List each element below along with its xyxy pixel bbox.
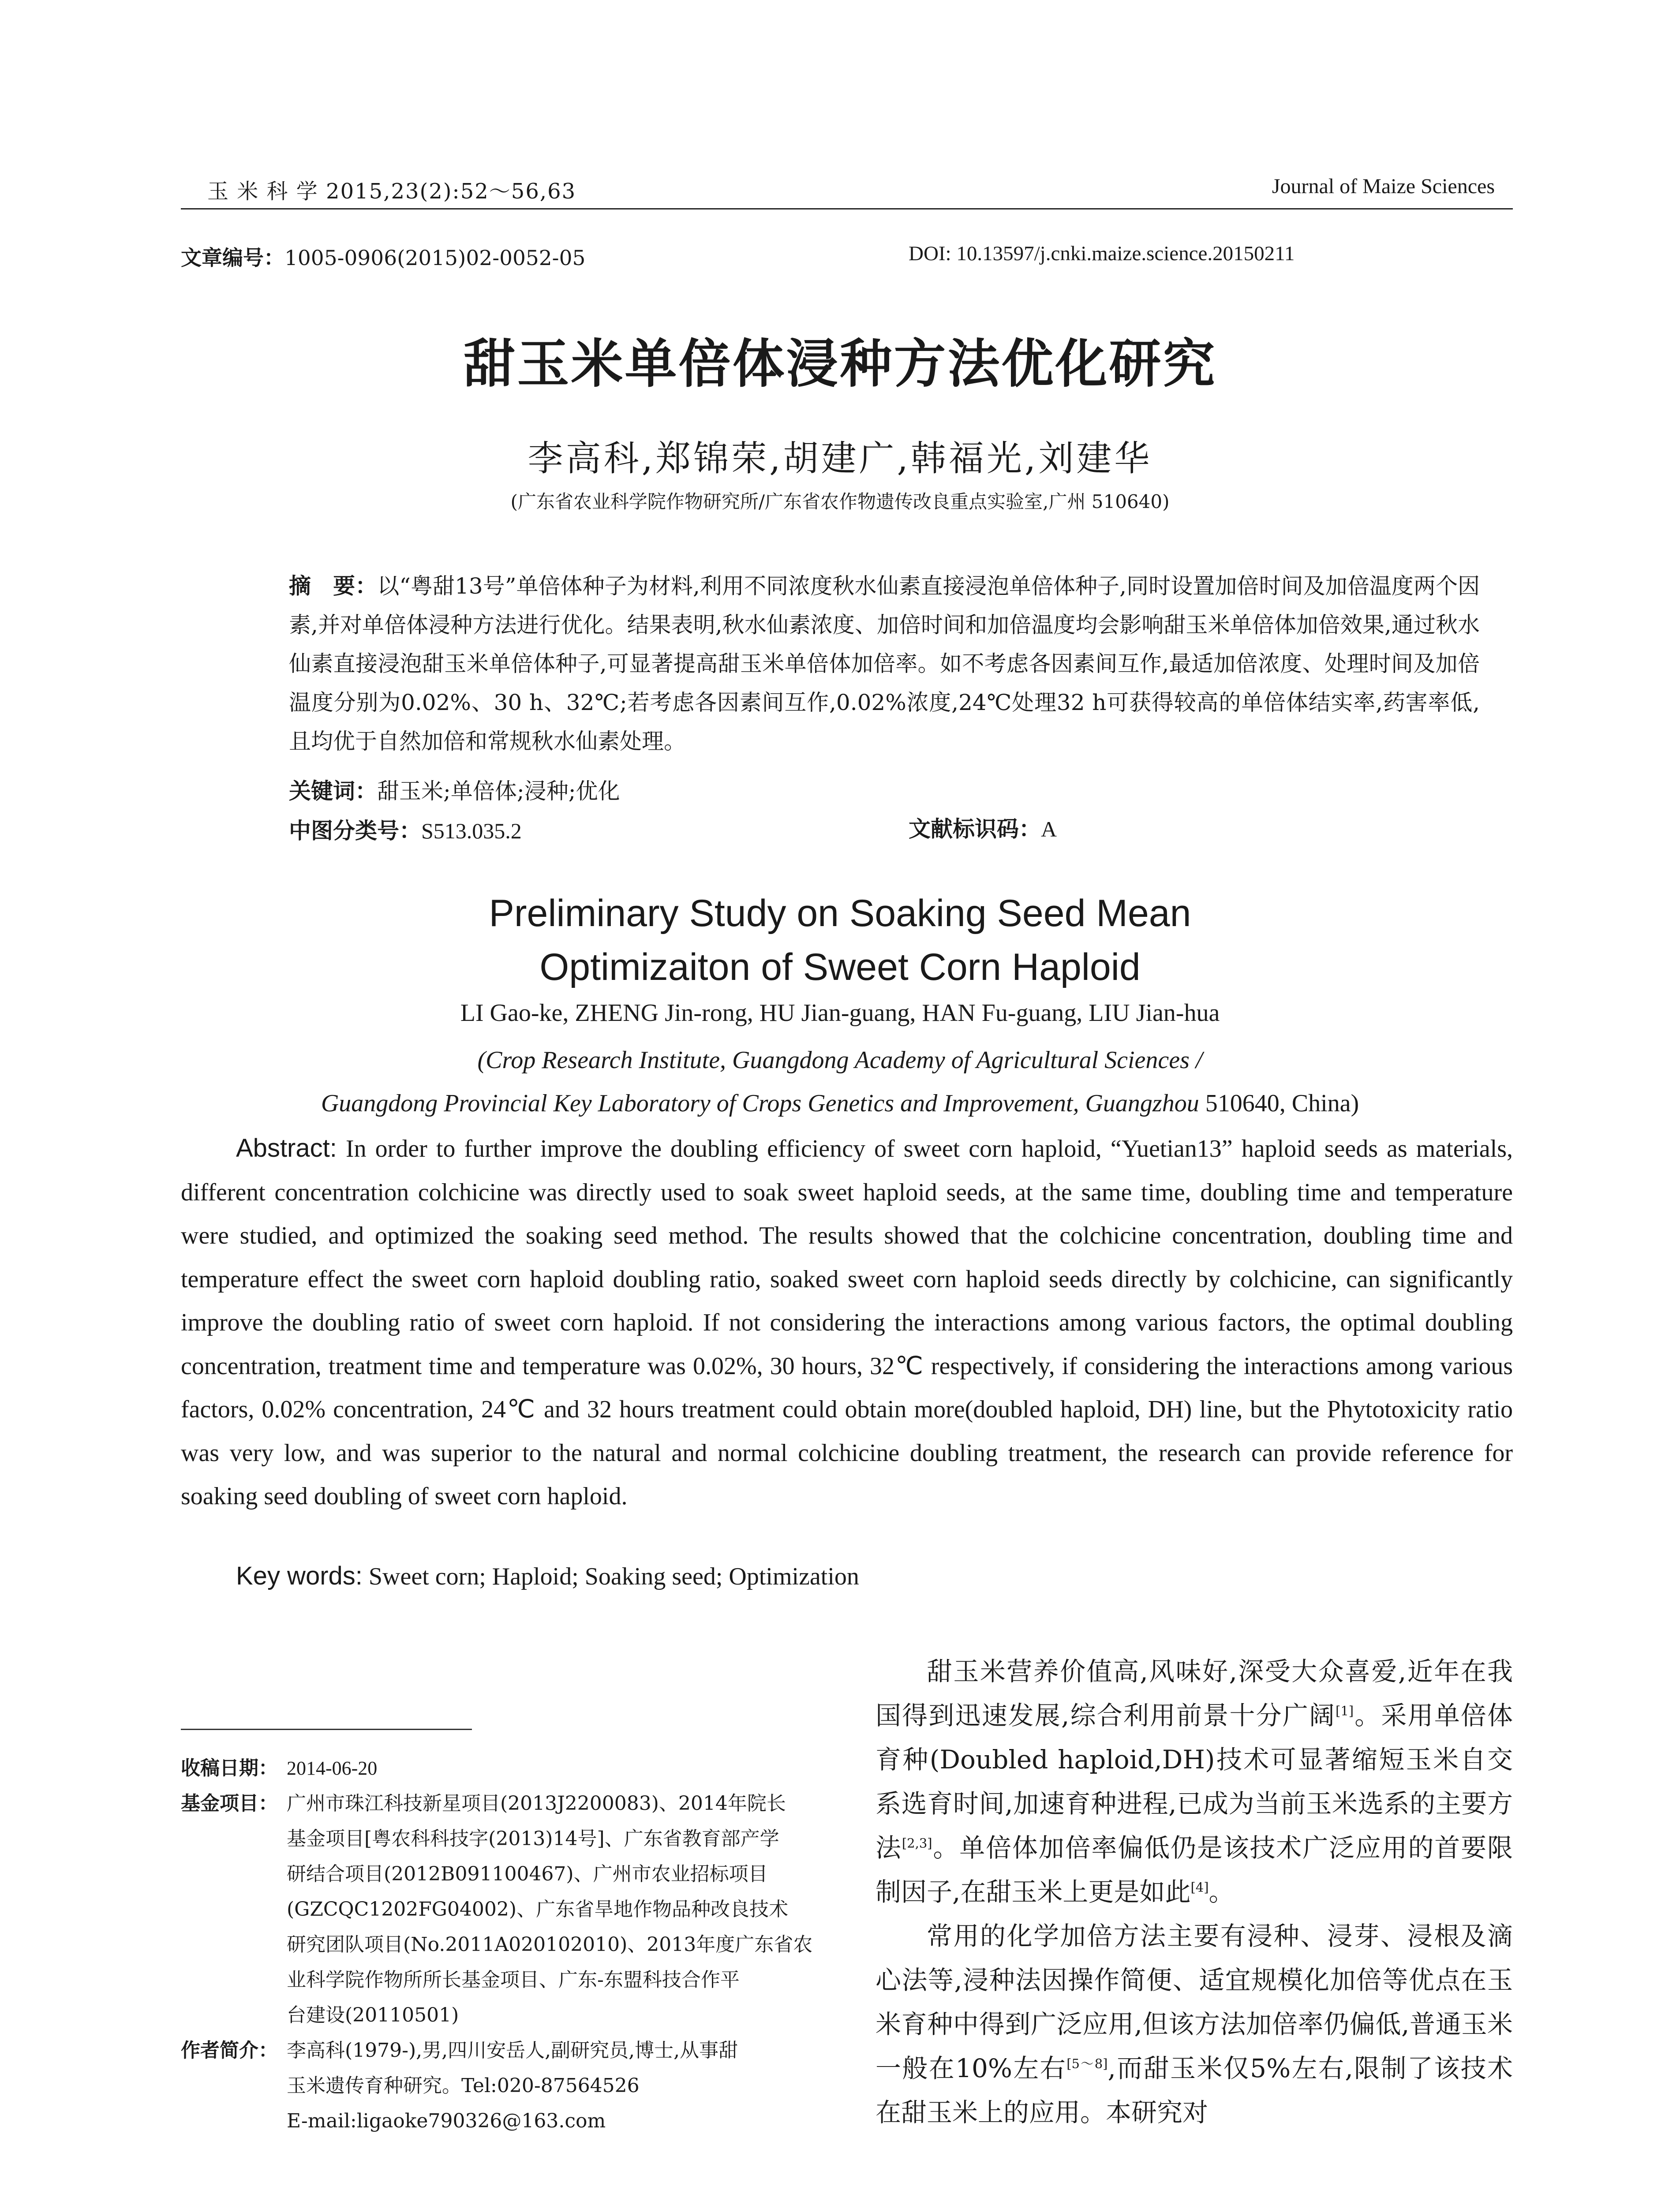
affiliation-en-line2-italic: Guangdong Provincial Key Laboratory of Crops Genetics and Improvement, Guangzhou	[321, 1090, 1199, 1117]
abstract-en-text: In order to further improve the doubling efficiency of sweet corn haploid, “Yuetian13” haploid seeds as materials, different concentration colchicine was directly used to soak sweet haploid seeds, at the same time, doubling time and temperature were studied, and optimized the soaking seed method. The results showed that the colchicine concentration, doubling time and temperature effect the sweet corn haploid doubling ratio, soaked sweet corn haploid seeds directly by colchicine, can significantly improve the doubling ratio of sweet corn haploid. If not considering the interactions among various factors, the optimal doubling concentration, treatment time and temperature was 0.02%, 30 hours, 32℃ respectively, if considering the interactions among various factors, 0.02% concentration, 24℃ and 32 hours treatment could obtain more(doubled haploid, DH) line, but the Phytotoxicity ratio was very low, and was superior to the natural and normal colchicine doubling treatment, the research can provide reference for soaking seed doubling of sweet corn haploid.	[181, 1135, 1513, 1510]
article-number	[181, 242, 585, 271]
doc-code-value: A	[1041, 817, 1057, 841]
journal-citation: 2015,23(2):52～56,63	[326, 179, 576, 204]
keywords-cn-text: 甜玉米;单倍体;浸种;优化	[377, 778, 620, 804]
classification-number	[289, 811, 1480, 850]
body-paragraph	[876, 1649, 1513, 1914]
received-label: 收稿日期：	[181, 1757, 278, 1779]
author-email: E-mail:ligaoke790326@163.com	[287, 2110, 606, 2132]
title-en-line1: Preliminary Study on Soaking Seed Mean	[489, 892, 1191, 934]
header-rule	[181, 208, 1513, 209]
journal-name-en: Journal of Maize Sciences	[1272, 175, 1495, 198]
footnote-author	[181, 2033, 825, 2139]
running-head-left	[207, 174, 576, 205]
title-cn: 甜玉米单倍体浸种方法优化研究	[463, 333, 1217, 394]
document-code	[909, 811, 1057, 843]
affiliation-en-line2	[0, 1082, 1680, 1125]
fund-line: 研究团队项目(No.2011A020102010)、2013年度广东省农	[287, 1933, 813, 1956]
author-bio-line: 李高科(1979-),男,四川安岳人,副研究员,博士,从事甜	[287, 2039, 738, 2062]
footnote-received	[181, 1751, 825, 1786]
keywords-en	[236, 1561, 859, 1591]
doc-code-label: 文献标识码：	[909, 816, 1041, 842]
footnote-rule	[181, 1729, 472, 1730]
received-date: 2014-06-20	[287, 1757, 378, 1779]
body-text-run: ,而甜玉米仅5%左右,限制了该技术在甜玉米上的应用。本研究对	[876, 2053, 1513, 2127]
citation-ref: [4]	[1190, 1880, 1209, 1895]
affiliation-en-line1: (Crop Research Institute, Guangdong Academy of Agricultural Sciences /	[477, 1046, 1203, 1074]
title-en	[0, 886, 1680, 994]
abstract-cn	[289, 567, 1480, 761]
article-number-label: 文章编号：	[181, 246, 284, 270]
body-text	[876, 1649, 1513, 2134]
body-text-run: 。	[1209, 1877, 1235, 1907]
fund-line: (GZCQC1202FG04002)、广东省旱地作物品种改良技术	[287, 1898, 789, 1921]
article-number-value: 1005-0906(2015)02-0052-05	[284, 246, 586, 270]
author-bio-line: 玉米遗传育种研究。Tel:020-87564526	[287, 2074, 640, 2097]
clc-label: 中图分类号：	[289, 818, 421, 844]
citation-ref: [2,3]	[902, 1835, 932, 1851]
author-bio-label: 作者简介：	[181, 2039, 278, 2062]
body-text-run: 。采用单倍体育种(Doubled haploid,DH)技术可显著缩短玉米自交系选育时间,加速育种进程,已成为当前玉米选系的主要方法	[876, 1700, 1513, 1863]
keywords-cn	[289, 772, 1480, 811]
body-text-run: 甜玉米营养价值高,风味好,深受大众喜爱,近年在我国得到迅速发展,综合利用前景十分广阔	[876, 1656, 1513, 1730]
clc-value: S513.035.2	[421, 818, 522, 843]
body-paragraph	[876, 1914, 1513, 2134]
author-bio-text	[287, 2033, 825, 2139]
affiliation-en	[0, 1039, 1680, 1125]
fund-line: 台建设(20110501)	[287, 2004, 459, 2026]
keywords-en-text: Sweet corn; Haploid; Soaking seed; Optimization	[362, 1563, 859, 1590]
fund-line: 业科学院作物所所长基金项目、广东-东盟科技合作平	[287, 1969, 740, 1991]
fund-line: 研结合项目(2012B091100467)、广州市农业招标项目	[287, 1863, 768, 1885]
fund-text	[287, 1786, 825, 2033]
body-text-run: 常用的化学加倍方法主要有浸种、浸芽、浸根及滴心法等,浸种法因操作简便、适宜规模化加倍等优点在玉米育种中得到广泛应用,但该方法加倍率仍偏低,普通玉米一般在10%左右	[876, 1921, 1513, 2083]
keywords-en-label: Key words:	[236, 1562, 363, 1590]
abstract-cn-text: 以“粤甜13号”单倍体种子为材料,利用不同浓度秋水仙素直接浸泡单倍体种子,同时设置加倍时间及加倍温度两个因素,并对单倍体浸种方法进行优化。结果表明,秋水仙素浓度、加倍时间和加倍温度均会影响甜玉米单倍体加倍效果,通过秋水仙素直接浸泡甜玉米单倍体种子,可显著提高甜玉米单倍体加倍率。如不考虑各因素间互作,最适加倍浓度、处理时间及加倍温度分别为0.02%、30 h、32℃;若考虑各因素间互作,0.02%浓度,24℃处理32 h可获得较高的单倍体结实率,药害率低,且均优于自然加倍和常规秋水仙素处理。	[289, 573, 1480, 754]
affiliation-cn: (广东省农业科学院作物研究所/广东省农作物遗传改良重点实验室,广州 510640)	[510, 491, 1170, 512]
fund-line: 基金项目[粤农科科技字(2013)14号]、广东省教育部产学	[287, 1828, 779, 1850]
abstract-en-label: Abstract:	[236, 1134, 337, 1162]
authors-cn: 李高科,郑锦荣,胡建广,韩福光,刘建华	[528, 438, 1152, 479]
abstract-en	[181, 1127, 1513, 1518]
affiliation-en-line2-roman: 510640, China)	[1199, 1090, 1359, 1117]
fund-label: 基金项目：	[181, 1792, 278, 1815]
journal-name-cn: 玉 米 科 学	[207, 179, 318, 204]
citation-ref: [5～8]	[1066, 2056, 1108, 2071]
authors-en: LI Gao-ke, ZHENG Jin-rong, HU Jian-guang, HAN Fu-guang, LIU Jian-hua	[460, 999, 1220, 1027]
footnotes	[181, 1751, 825, 2139]
footnote-fund	[181, 1786, 825, 2033]
doi: DOI: 10.13597/j.cnki.maize.science.20150211	[909, 242, 1295, 265]
body-text-run: 。单倍体加倍率偏低仍是该技术广泛应用的首要限制因子,在甜玉米上更是如此	[876, 1833, 1513, 1907]
citation-ref: [1]	[1336, 1703, 1354, 1719]
abstract-cn-label: 摘 要：	[289, 573, 378, 599]
title-en-line2: Optimizaiton of Sweet Corn Haploid	[539, 946, 1141, 988]
keywords-cn-label: 关键词：	[289, 778, 377, 804]
fund-line: 广州市珠江科技新星项目(2013J2200083)、2014年院长	[287, 1792, 786, 1815]
